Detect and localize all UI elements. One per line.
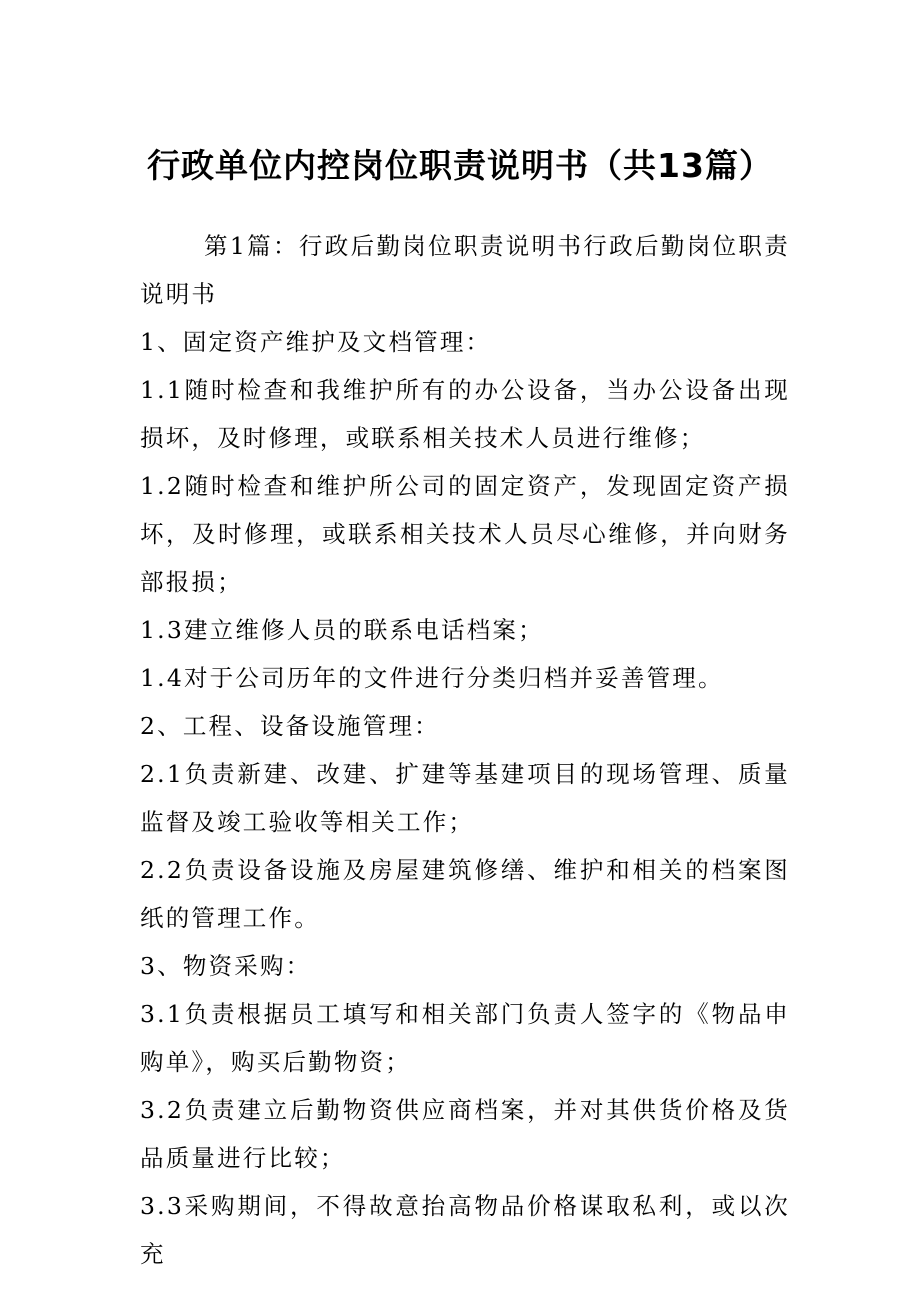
paragraph-section-3-heading: 3、物资采购：: [140, 952, 312, 980]
paragraph-item-3-2: 3.2负责建立后勤物资供应商档案，并对其供货价格及货品质量进行比较；: [140, 1096, 790, 1172]
document-body: [140, 222, 790, 1278]
paragraph-item-1-2: 1.2随时检查和维护所公司的固定资产，发现固定资产损坏，及时修理，或联系相关技术人员尽心维修，并向财务部报损；: [140, 472, 790, 596]
paragraph-item-1-3: 1.3建立维修人员的联系电话档案；: [140, 616, 544, 644]
paragraph-item-2-1: 2.1负责新建、改建、扩建等基建项目的现场管理、质量监督及竣工验收等相关工作；: [140, 760, 790, 836]
paragraph-chapter-heading: 第1篇：行政后勤岗位职责说明书行政后勤岗位职责说明书: [140, 232, 790, 308]
paragraph-item-3-1: 3.1负责根据员工填写和相关部门负责人签字的《物品申购单》，购买后勤物资；: [140, 1000, 790, 1076]
paragraph-item-1-1: 1.1随时检查和我维护所有的办公设备，当办公设备出现损坏，及时修理，或联系相关技术人员进行维修；: [140, 376, 790, 452]
paragraph-item-3-3: 3.3采购期间，不得故意抬高物品价格谋取私利，或以次充: [140, 1192, 790, 1268]
paragraph-section-1-heading: 1、固定资产维护及文档管理：: [140, 328, 492, 356]
document-title: 行政单位内控岗位职责说明书（共13篇）: [147, 146, 773, 185]
paragraph-section-2-heading: 2、工程、设备设施管理：: [140, 712, 440, 740]
paragraph-item-2-2: 2.2负责设备设施及房屋建筑修缮、维护和相关的档案图纸的管理工作。: [140, 856, 790, 932]
paragraph-item-1-4: 1.4对于公司历年的文件进行分类归档并妥善管理。: [140, 664, 724, 692]
